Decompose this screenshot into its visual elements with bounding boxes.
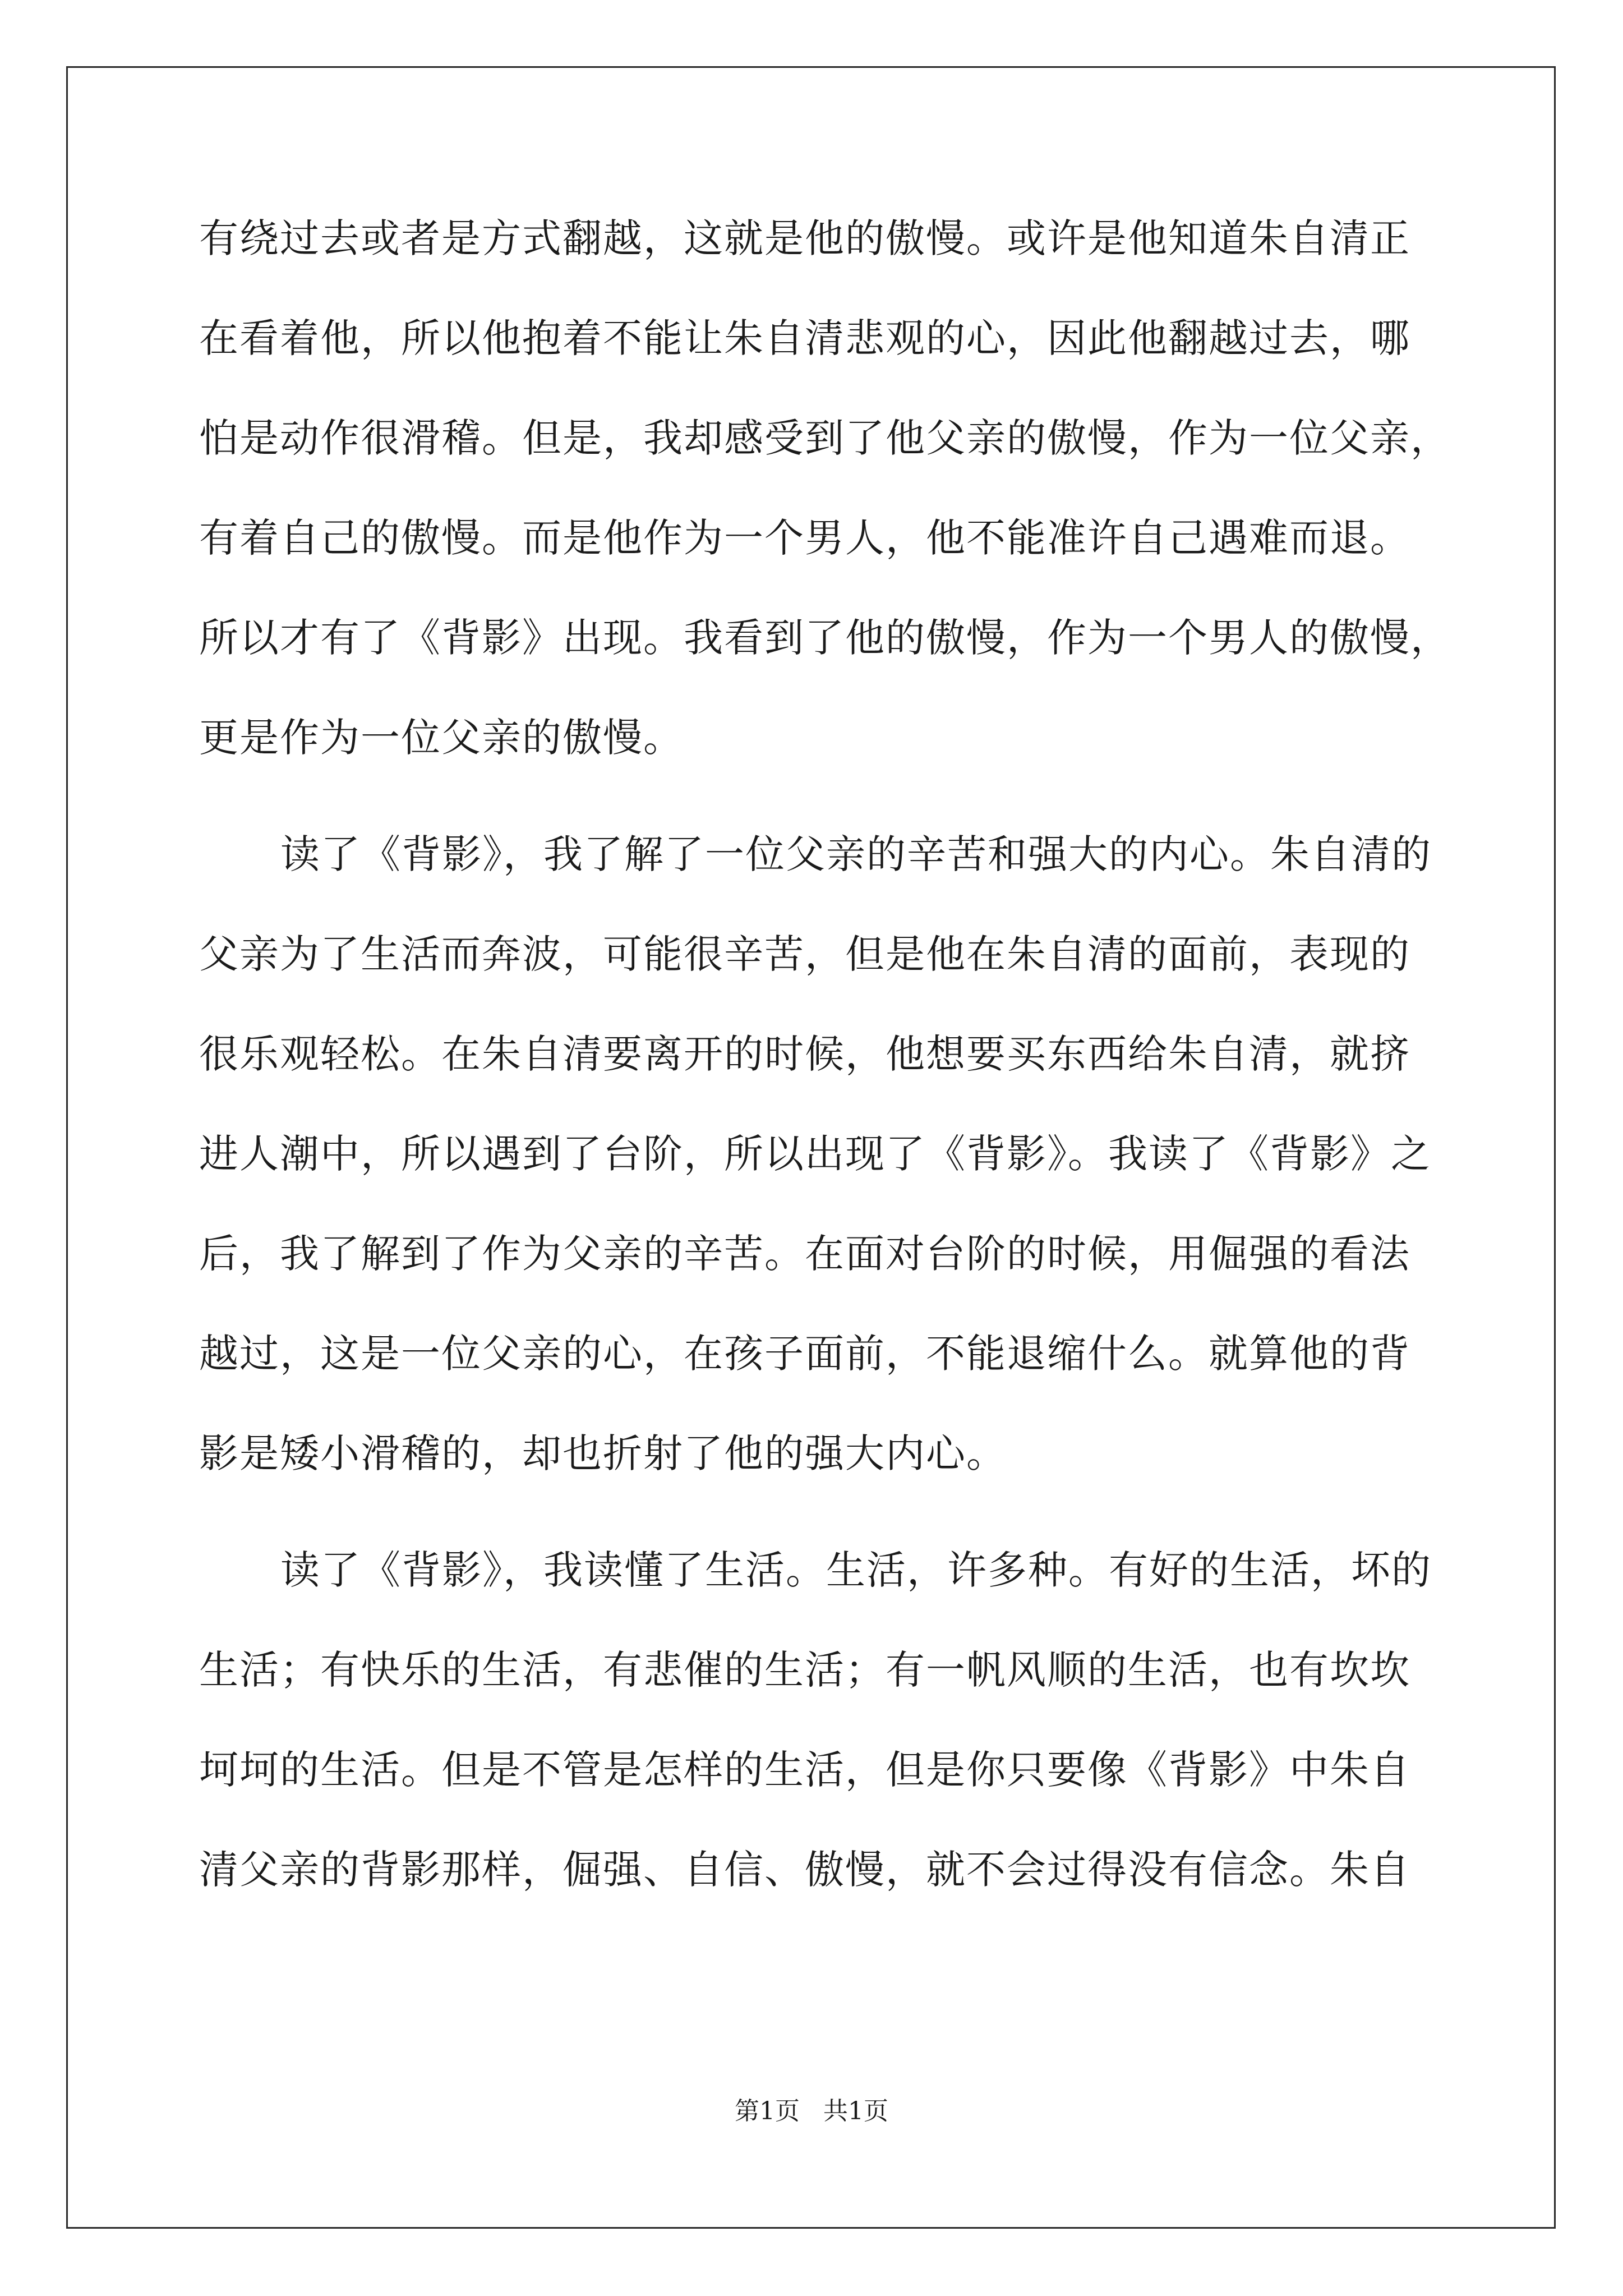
text-line: 有绕过去或者是方式翻越，这就是他的傲慢。或许是他知道朱自清正 — [199, 215, 1410, 261]
text-line: 进人潮中，所以遇到了台阶，所以出现了《背影》。我读了《背影》之 — [199, 1131, 1431, 1177]
paragraph — [199, 215, 1451, 818]
text-line: 越过，这是一位父亲的心，在孩子面前，不能退缩什么。就算他的背 — [199, 1331, 1410, 1377]
text-line: 后，我了解到了作为父亲的辛苦。在面对台阶的时候，用倔强的看法 — [199, 1231, 1410, 1277]
paragraph — [199, 831, 1433, 1534]
text-line: 有着自己的傲慢。而是他作为一个男人，他不能准许自己遇难而退。 — [199, 515, 1410, 561]
text-line: 很乐观轻松。在朱自清要离开的时候，他想要买东西给朱自清，就挤 — [199, 1031, 1410, 1077]
text-line: 所以才有了《背影》出现。我看到了他的傲慢，作为一个男人的傲慢， — [199, 615, 1451, 661]
text-line: 读了《背影》，我了解了一位父亲的辛苦和强大的内心。朱自清的 — [280, 831, 1432, 877]
page-number: 第1页 — [735, 2097, 800, 2125]
text-line: 坷坷的生活。但是不管是怎样的生活，但是你只要像《背影》中朱自 — [199, 1747, 1410, 1793]
text-line: 在看着他，所以他抱着不能让朱自清悲观的心，因此他翻越过去，哪 — [199, 315, 1410, 361]
text-line: 怕是动作很滑稽。但是，我却感受到了他父亲的傲慢，作为一位父亲， — [199, 415, 1451, 461]
page-footer — [0, 2099, 1623, 2124]
text-line: 生活；有快乐的生活，有悲催的生活；有一帆风顺的生活，也有坎坎 — [199, 1647, 1410, 1693]
text-line: 影是矮小滑稽的，却也折射了他的强大内心。 — [199, 1430, 1007, 1476]
page-total: 共1页 — [823, 2097, 888, 2125]
document-body — [199, 215, 1451, 1950]
paragraph — [199, 1547, 1433, 1950]
text-line: 父亲为了生活而奔波，可能很辛苦，但是他在朱自清的面前，表现的 — [199, 931, 1410, 977]
text-line: 更是作为一位父亲的傲慢。 — [199, 715, 684, 761]
text-line: 读了《背影》，我读懂了生活。生活，许多种。有好的生活，坏的 — [280, 1547, 1432, 1593]
text-line: 清父亲的背影那样，倔强、自信、傲慢，就不会过得没有信念。朱自 — [199, 1847, 1410, 1893]
